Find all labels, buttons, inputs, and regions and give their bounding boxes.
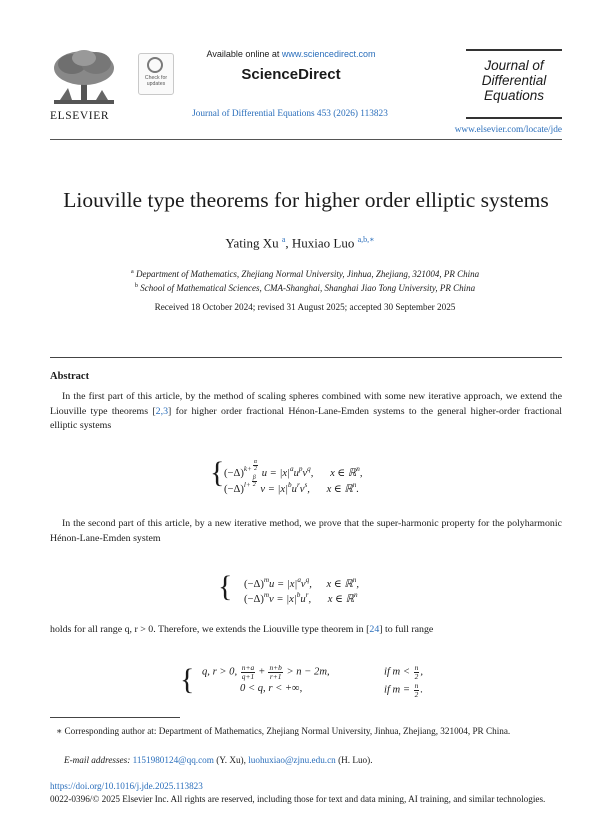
sciencedirect-wordmark: ScienceDirect xyxy=(241,66,341,83)
abstract-divider xyxy=(50,357,562,358)
reference-link[interactable]: 2,3 xyxy=(155,405,169,417)
received-dates: Received 18 October 2024; revised 31 August 2025; accepted 30 September 2025 xyxy=(154,302,456,312)
doi-link[interactable]: https://doi.org/10.1016/j.jde.2025.113823 xyxy=(50,781,203,791)
journal-reference-link[interactable]: Journal of Differential Equations 453 (2026) 113823 xyxy=(192,109,388,119)
equation-line: 0 < q, r < +∞, xyxy=(240,683,303,694)
affiliation-link[interactable]: a,b,∗ xyxy=(357,235,375,244)
equation-line: $(-\Delta)^{l+}$ $\frac{\beta}{2}$ $v = |x|^bu^rv^s$, x ∈ ℝ$^n$. xyxy=(224,475,360,495)
left-brace: { xyxy=(180,663,195,696)
affiliation-a: $^a$ Department of Mathematics, Zhejiang Normal University, Jinhua, Zhejiang, 321004, PR China xyxy=(130,268,480,279)
equation-line: $(-\Delta)^mv = |x|^bu^r$, x ∈ ℝ$^n$ xyxy=(244,591,358,605)
author-list: Yating Xu $^a$, Huxiao Luo $^{a,b,∗}$ xyxy=(225,235,375,251)
equation-line: q, r > 0, $\frac{n+a}{q+1}$ + $\frac{n+b}{r+1}$ > n − 2m, xyxy=(202,663,330,681)
equation-line: $(-\Delta)^mu = |x|^av^q$, x ∈ ℝ$^n$, xyxy=(244,576,359,590)
reference-link[interactable]: 24 xyxy=(369,624,380,635)
affiliation-b: $^b$ School of Mathematical Sciences, CMA-Shanghai, Shanghai Jiao Tong University, PR China xyxy=(134,282,476,293)
left-brace: { xyxy=(218,570,233,603)
journal-url-link[interactable]: www.elsevier.com/locate/jde xyxy=(454,125,562,135)
journal-title: Journal of Differential Equations xyxy=(481,58,547,103)
available-online: Available online at www.sciencedirect.com xyxy=(206,49,376,59)
elsevier-tree-logo-icon xyxy=(50,48,118,110)
email-link[interactable]: 1151980124@qq.com xyxy=(132,755,214,765)
corresponding-author-note: ∗ Corresponding author at: Department of Mathematics, Zhejiang Normal University, Jinhua, Zhejiang, 321004, PR China. xyxy=(56,726,511,736)
email-addresses: E-mail addresses: 1151980124@qq.com (Y. Xu), luohuxiao@zjnu.edu.cn (H. Luo). xyxy=(64,755,373,765)
article-title: Liouville type theorems for higher order elliptic systems xyxy=(63,188,549,212)
abstract-paragraph-1: In the first part of this article, by the method of scaling spheres combined with some new iterative approach, we extend the Liouville type theorems [2,3] for higher order fractional Hénon-Lane-Emden systems to the general higher-order fractional elliptic systems xyxy=(50,391,562,432)
footnote-divider xyxy=(50,717,180,718)
author-name: Huxiao Luo xyxy=(291,235,355,251)
check-for-updates-icon xyxy=(147,57,163,73)
sciencedirect-link[interactable]: www.sciencedirect.com xyxy=(281,49,376,59)
abstract-heading: Abstract xyxy=(50,371,90,382)
copyright-notice: 0022-0396/© 2025 Elsevier Inc. All rights are reserved, including those for text and data mining, AI training, and similar technologies. xyxy=(50,794,546,804)
affiliation-link[interactable]: a xyxy=(281,235,286,244)
email-link[interactable]: luohuxiao@zjnu.edu.cn xyxy=(248,755,336,765)
publisher-name: ELSEVIER xyxy=(50,110,110,122)
equation-condition: if m < $\frac{n}{2}$ , xyxy=(384,663,423,681)
left-brace: { xyxy=(210,456,225,489)
header-divider xyxy=(50,139,562,140)
abstract-paragraph-2: In the second part of this article, by a new iterative method, we prove that the super-harmonic property for the polyharmonic Hénon-Lane-Emden system xyxy=(50,518,562,544)
equation-condition: if m = $\frac{n}{2}$ . xyxy=(384,681,423,699)
check-for-updates-label: Check for updates xyxy=(144,75,168,87)
equation-line: $(-\Delta)^{k+}$ $\frac{\alpha}{2}$ $u = |x|^au^pv^q$, x ∈ ℝ$^n$, xyxy=(224,459,363,479)
abstract-paragraph-3: holds for all range q, r > 0. Therefore, we extends the Liouville type theorem in [24] to full range xyxy=(50,624,434,635)
author-name: Yating Xu xyxy=(225,235,279,251)
